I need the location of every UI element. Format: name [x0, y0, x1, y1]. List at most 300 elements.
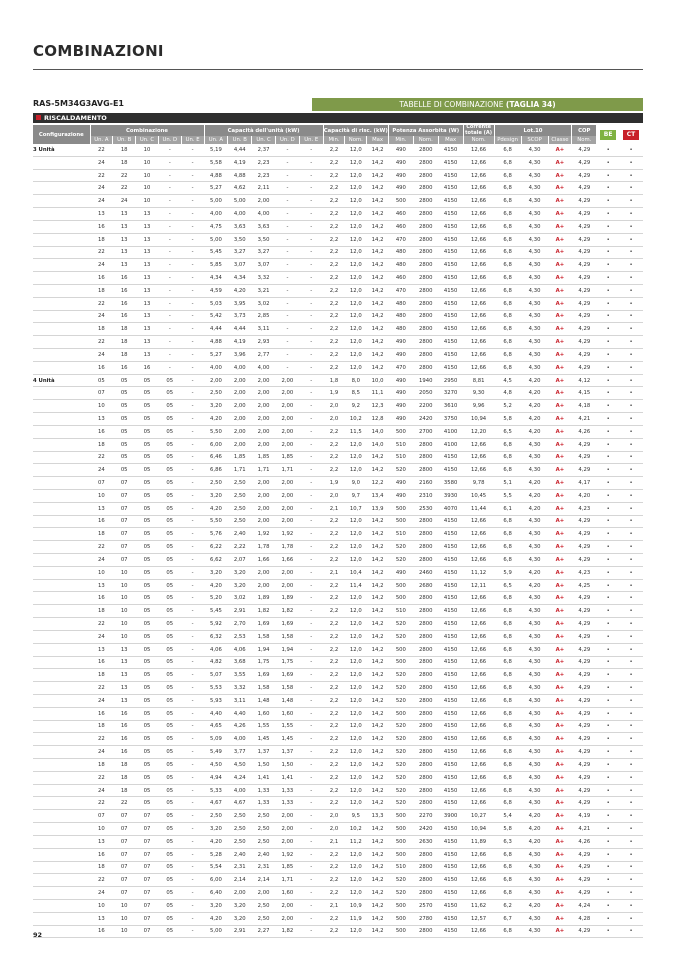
- table-cell: 520: [388, 720, 413, 733]
- table-cell: 2,93: [252, 336, 276, 349]
- table-cell: 4,30: [521, 144, 548, 156]
- table-cell: 4,29: [572, 310, 597, 323]
- table-cell: 16: [113, 297, 136, 310]
- table-cell: 6,8: [494, 682, 521, 695]
- table-row: [33, 823, 643, 836]
- table-cell: 05: [158, 592, 181, 605]
- table-cell: 2,2: [323, 195, 345, 208]
- table-cell: 4150: [438, 925, 463, 938]
- table-cell: 13: [136, 284, 159, 297]
- table-cell: 2,27: [252, 925, 276, 938]
- table-cell: 12,66: [463, 541, 494, 554]
- table-cell: 13: [136, 297, 159, 310]
- table-cell: 16: [113, 733, 136, 746]
- table-cell: 4,30: [521, 643, 548, 656]
- table-cell: 2,00: [228, 425, 252, 438]
- table-cell: 4,30: [521, 618, 548, 631]
- table-cell: 13: [136, 246, 159, 259]
- energy-class-cell: A+: [548, 797, 572, 810]
- table-cell: 4150: [438, 144, 463, 156]
- energy-class-cell: A+: [548, 169, 572, 182]
- table-row: [33, 361, 643, 374]
- table-cell: 24: [90, 156, 113, 169]
- table-cell: 05: [158, 566, 181, 579]
- eligibility-cell: •: [597, 336, 620, 349]
- table-cell: 520: [388, 887, 413, 900]
- table-cell: 6,5: [494, 579, 521, 592]
- table-cell: -: [275, 272, 299, 285]
- table-cell: 2,2: [323, 682, 345, 695]
- table-cell: 500: [388, 515, 413, 528]
- table-cell: 480: [388, 310, 413, 323]
- table-cell: 6,8: [494, 707, 521, 720]
- configuration-cell: [33, 515, 90, 528]
- table-cell: -: [181, 438, 204, 451]
- eligibility-cell: •: [620, 477, 643, 490]
- table-cell: -: [299, 169, 323, 182]
- table-cell: 12,66: [463, 259, 494, 272]
- table-cell: 2,2: [323, 605, 345, 618]
- table-cell: 1,92: [275, 848, 299, 861]
- table-cell: 14,2: [367, 541, 389, 554]
- table-row: [33, 656, 643, 669]
- table-cell: 4,20: [521, 823, 548, 836]
- table-cell: 3,20: [228, 899, 252, 912]
- table-cell: 1,41: [275, 771, 299, 784]
- table-cell: 13,4: [367, 489, 389, 502]
- table-cell: 12,0: [345, 797, 367, 810]
- table-cell: -: [158, 259, 181, 272]
- table-cell: 12,66: [463, 618, 494, 631]
- table-cell: -: [158, 208, 181, 221]
- table-cell: 2,00: [252, 489, 276, 502]
- eligibility-cell: •: [620, 861, 643, 874]
- table-row: [33, 835, 643, 848]
- table-cell: 05: [158, 451, 181, 464]
- table-cell: -: [181, 464, 204, 477]
- table-cell: 12,0: [345, 669, 367, 682]
- table-cell: 05: [158, 861, 181, 874]
- table-cell: 12,0: [345, 643, 367, 656]
- table-cell: 4,30: [521, 156, 548, 169]
- table-cell: 16: [113, 746, 136, 759]
- subheader-cell: Nom.: [463, 136, 494, 144]
- table-cell: -: [158, 169, 181, 182]
- eligibility-cell: •: [597, 144, 620, 156]
- table-cell: 500: [388, 425, 413, 438]
- table-cell: 2800: [413, 310, 438, 323]
- table-cell: 2,50: [228, 502, 252, 515]
- table-cell: 2,1: [323, 502, 345, 515]
- table-cell: 2800: [413, 861, 438, 874]
- table-cell: 4,29: [572, 515, 597, 528]
- table-row: [33, 797, 643, 810]
- table-cell: 2,50: [228, 477, 252, 490]
- table-cell: 500: [388, 848, 413, 861]
- table-cell: 05: [136, 682, 159, 695]
- energy-class-cell: A+: [548, 874, 572, 887]
- table-cell: -: [181, 720, 204, 733]
- table-cell: 2800: [413, 720, 438, 733]
- table-cell: 05: [158, 746, 181, 759]
- energy-class-cell: A+: [548, 208, 572, 221]
- eligibility-cell: •: [597, 477, 620, 490]
- table-cell: 4,29: [572, 848, 597, 861]
- table-cell: 2,00: [275, 489, 299, 502]
- table-cell: 10: [113, 899, 136, 912]
- table-cell: 05: [158, 477, 181, 490]
- table-cell: 4,23: [572, 502, 597, 515]
- table-cell: 12,0: [345, 297, 367, 310]
- table-cell: 4,20: [204, 413, 228, 426]
- table-cell: -: [158, 323, 181, 336]
- table-cell: 05: [158, 810, 181, 823]
- table-cell: 12,66: [463, 438, 494, 451]
- table-cell: 2,0: [323, 413, 345, 426]
- table-row: [33, 284, 643, 297]
- eligibility-cell: •: [620, 784, 643, 797]
- table-cell: 510: [388, 438, 413, 451]
- table-cell: 6,8: [494, 618, 521, 631]
- table-cell: 4150: [438, 835, 463, 848]
- table-cell: -: [275, 323, 299, 336]
- table-title-size: (TAGLIA 34): [505, 100, 556, 109]
- header-ct-cell: [620, 125, 643, 144]
- table-cell: 6,8: [494, 195, 521, 208]
- table-cell: 4,88: [204, 169, 228, 182]
- table-cell: 500: [388, 823, 413, 836]
- table-cell: 2,70: [228, 618, 252, 631]
- table-cell: 2,00: [228, 400, 252, 413]
- table-cell: 14,2: [367, 208, 389, 221]
- energy-class-cell: A+: [548, 720, 572, 733]
- table-cell: 14,2: [367, 925, 389, 938]
- table-cell: 6,8: [494, 797, 521, 810]
- table-cell: 6,8: [494, 323, 521, 336]
- table-cell: 2,00: [275, 425, 299, 438]
- table-cell: 05: [136, 515, 159, 528]
- table-cell: 12,66: [463, 925, 494, 938]
- table-row: [33, 413, 643, 426]
- energy-class-cell: A+: [548, 579, 572, 592]
- table-cell: 4,20: [521, 477, 548, 490]
- eligibility-cell: •: [597, 656, 620, 669]
- table-cell: 2,2: [323, 438, 345, 451]
- table-cell: 2800: [413, 887, 438, 900]
- table-cell: 10: [136, 195, 159, 208]
- table-cell: 2,50: [252, 912, 276, 925]
- table-cell: -: [181, 694, 204, 707]
- table-cell: 14,2: [367, 605, 389, 618]
- table-cell: -: [299, 259, 323, 272]
- table-cell: 2,2: [323, 707, 345, 720]
- table-cell: 4150: [438, 272, 463, 285]
- table-cell: -: [181, 259, 204, 272]
- table-cell: 12,0: [345, 771, 367, 784]
- table-cell: 05: [158, 400, 181, 413]
- table-cell: 07: [136, 887, 159, 900]
- eligibility-cell: •: [597, 912, 620, 925]
- table-cell: 05: [158, 899, 181, 912]
- eligibility-cell: •: [620, 887, 643, 900]
- energy-class-cell: A+: [548, 477, 572, 490]
- table-cell: 5,50: [204, 425, 228, 438]
- table-cell: 520: [388, 733, 413, 746]
- table-cell: 4,44: [228, 323, 252, 336]
- table-cell: 18: [90, 233, 113, 246]
- eligibility-cell: •: [620, 835, 643, 848]
- table-cell: 10,0: [367, 374, 389, 387]
- table-cell: 2,40: [252, 848, 276, 861]
- table-cell: 12,66: [463, 464, 494, 477]
- table-cell: 2,50: [204, 477, 228, 490]
- table-cell: 2,40: [228, 528, 252, 541]
- table-cell: 16: [90, 272, 113, 285]
- table-cell: -: [299, 630, 323, 643]
- energy-class-cell: A+: [548, 643, 572, 656]
- table-cell: 13: [113, 682, 136, 695]
- table-cell: 14,2: [367, 579, 389, 592]
- title-divider: [33, 69, 643, 70]
- table-cell: 05: [158, 643, 181, 656]
- table-row: [33, 246, 643, 259]
- table-row: [33, 387, 643, 400]
- table-cell: 6,8: [494, 541, 521, 554]
- table-cell: 2,50: [228, 835, 252, 848]
- table-cell: 4,17: [572, 477, 597, 490]
- table-cell: 14,2: [367, 233, 389, 246]
- table-cell: 12,3: [367, 400, 389, 413]
- table-cell: 4150: [438, 297, 463, 310]
- table-cell: 18: [90, 323, 113, 336]
- table-cell: 2,77: [252, 349, 276, 362]
- table-cell: 05: [158, 605, 181, 618]
- table-cell: 500: [388, 899, 413, 912]
- table-cell: 2,50: [252, 810, 276, 823]
- energy-class-cell: A+: [548, 810, 572, 823]
- table-cell: 3,20: [204, 899, 228, 912]
- table-cell: -: [181, 912, 204, 925]
- table-cell: 4,24: [572, 899, 597, 912]
- table-cell: 05: [136, 554, 159, 567]
- eligibility-cell: •: [597, 823, 620, 836]
- table-cell: 4,29: [572, 246, 597, 259]
- table-cell: 490: [388, 144, 413, 156]
- table-cell: -: [299, 361, 323, 374]
- table-cell: -: [181, 669, 204, 682]
- table-cell: 500: [388, 592, 413, 605]
- table-cell: 24: [90, 195, 113, 208]
- table-cell: 10,2: [345, 823, 367, 836]
- table-cell: 14,2: [367, 835, 389, 848]
- table-cell: 13: [90, 413, 113, 426]
- table-cell: 05: [158, 515, 181, 528]
- configuration-cell: [33, 912, 90, 925]
- table-cell: -: [275, 310, 299, 323]
- table-cell: 11,2: [345, 835, 367, 848]
- table-cell: 22: [90, 682, 113, 695]
- table-cell: -: [299, 554, 323, 567]
- energy-class-cell: A+: [548, 733, 572, 746]
- table-cell: 2,53: [228, 630, 252, 643]
- table-cell: 4,30: [521, 246, 548, 259]
- table-cell: -: [299, 912, 323, 925]
- table-cell: -: [181, 502, 204, 515]
- table-cell: 4,30: [521, 451, 548, 464]
- table-cell: 3,20: [204, 400, 228, 413]
- table-cell: 10: [136, 169, 159, 182]
- table-cell: 2800: [413, 156, 438, 169]
- eligibility-cell: •: [597, 451, 620, 464]
- table-cell: 4,30: [521, 220, 548, 233]
- subheader-cell: Pdesign: [494, 136, 521, 144]
- table-cell: 5,00: [204, 195, 228, 208]
- table-cell: 12,20: [463, 425, 494, 438]
- configuration-cell: [33, 336, 90, 349]
- eligibility-cell: •: [597, 361, 620, 374]
- table-cell: 4150: [438, 541, 463, 554]
- header-capacita-risc: Capacità di risc. (kW): [323, 125, 388, 136]
- table-cell: 4,59: [204, 284, 228, 297]
- table-cell: 4,30: [521, 887, 548, 900]
- table-cell: 1,58: [275, 682, 299, 695]
- table-cell: 05: [113, 438, 136, 451]
- table-cell: 2800: [413, 233, 438, 246]
- ct-badge: CT: [623, 130, 639, 140]
- table-cell: 1,69: [252, 618, 276, 631]
- configuration-cell: [33, 169, 90, 182]
- eligibility-cell: •: [620, 579, 643, 592]
- table-cell: -: [275, 144, 299, 156]
- table-cell: 6,8: [494, 630, 521, 643]
- table-row: [33, 592, 643, 605]
- eligibility-cell: •: [620, 874, 643, 887]
- table-cell: 07: [90, 477, 113, 490]
- table-row: [33, 451, 643, 464]
- table-cell: 2800: [413, 797, 438, 810]
- table-cell: 13: [113, 259, 136, 272]
- eligibility-cell: •: [597, 720, 620, 733]
- table-cell: 22: [90, 336, 113, 349]
- table-cell: 6,32: [204, 630, 228, 643]
- eligibility-cell: •: [620, 208, 643, 221]
- configuration-cell: [33, 387, 90, 400]
- table-cell: 4,06: [228, 643, 252, 656]
- table-cell: 4,29: [572, 592, 597, 605]
- eligibility-cell: •: [620, 707, 643, 720]
- table-cell: 10: [113, 925, 136, 938]
- table-cell: 4,29: [572, 336, 597, 349]
- table-cell: 12,66: [463, 605, 494, 618]
- configuration-cell: [33, 400, 90, 413]
- table-cell: 14,2: [367, 182, 389, 195]
- table-cell: -: [181, 630, 204, 643]
- table-cell: 4,30: [521, 284, 548, 297]
- table-cell: 14,0: [367, 438, 389, 451]
- table-cell: 2,2: [323, 579, 345, 592]
- table-cell: 14,2: [367, 759, 389, 772]
- table-cell: 9,5: [345, 810, 367, 823]
- table-cell: 6,8: [494, 464, 521, 477]
- table-cell: 07: [113, 477, 136, 490]
- table-cell: 6,86: [204, 464, 228, 477]
- energy-class-cell: A+: [548, 887, 572, 900]
- table-cell: 2800: [413, 848, 438, 861]
- table-cell: 490: [388, 566, 413, 579]
- subheader-cell: Classe: [548, 136, 572, 144]
- configuration-cell: [33, 451, 90, 464]
- eligibility-cell: •: [620, 797, 643, 810]
- table-cell: 480: [388, 323, 413, 336]
- table-cell: 4,19: [228, 336, 252, 349]
- table-cell: 4,30: [521, 182, 548, 195]
- eligibility-cell: •: [597, 259, 620, 272]
- table-row: [33, 144, 643, 156]
- table-cell: -: [181, 336, 204, 349]
- table-cell: 12,0: [345, 554, 367, 567]
- table-cell: 18: [113, 336, 136, 349]
- table-cell: 4,23: [572, 566, 597, 579]
- eligibility-cell: •: [620, 899, 643, 912]
- table-cell: 5,42: [204, 310, 228, 323]
- configuration-cell: [33, 310, 90, 323]
- eligibility-cell: •: [620, 771, 643, 784]
- table-cell: 3,63: [228, 220, 252, 233]
- table-cell: 2,00: [252, 566, 276, 579]
- energy-class-cell: A+: [548, 297, 572, 310]
- table-cell: 05: [158, 707, 181, 720]
- table-cell: 4150: [438, 566, 463, 579]
- table-cell: -: [181, 771, 204, 784]
- table-cell: 3,68: [228, 656, 252, 669]
- table-cell: 2310: [413, 489, 438, 502]
- configuration-cell: [33, 579, 90, 592]
- table-cell: 1,41: [252, 771, 276, 784]
- table-cell: 4,30: [521, 746, 548, 759]
- eligibility-cell: •: [620, 489, 643, 502]
- table-cell: 4,30: [521, 528, 548, 541]
- table-cell: 2,0: [323, 823, 345, 836]
- table-cell: 1940: [413, 374, 438, 387]
- eligibility-cell: •: [620, 451, 643, 464]
- configuration-cell: [33, 630, 90, 643]
- table-cell: 4150: [438, 554, 463, 567]
- table-cell: 10,94: [463, 413, 494, 426]
- table-cell: 05: [136, 374, 159, 387]
- table-cell: -: [181, 656, 204, 669]
- table-cell: 2,2: [323, 784, 345, 797]
- subheader-cell: Max: [438, 136, 463, 144]
- table-cell: -: [181, 605, 204, 618]
- table-cell: 16: [113, 720, 136, 733]
- table-cell: 12,0: [345, 233, 367, 246]
- configuration-cell: [33, 259, 90, 272]
- eligibility-cell: •: [597, 541, 620, 554]
- table-cell: 14,2: [367, 156, 389, 169]
- table-cell: 1,85: [228, 451, 252, 464]
- table-cell: 4150: [438, 605, 463, 618]
- table-cell: 6,8: [494, 771, 521, 784]
- table-cell: 07: [136, 899, 159, 912]
- table-cell: 4,29: [572, 284, 597, 297]
- table-cell: 2800: [413, 259, 438, 272]
- eligibility-cell: •: [620, 554, 643, 567]
- table-cell: 1,58: [275, 630, 299, 643]
- table-cell: 05: [158, 797, 181, 810]
- table-cell: -: [299, 797, 323, 810]
- table-cell: 4150: [438, 669, 463, 682]
- table-cell: 6,8: [494, 284, 521, 297]
